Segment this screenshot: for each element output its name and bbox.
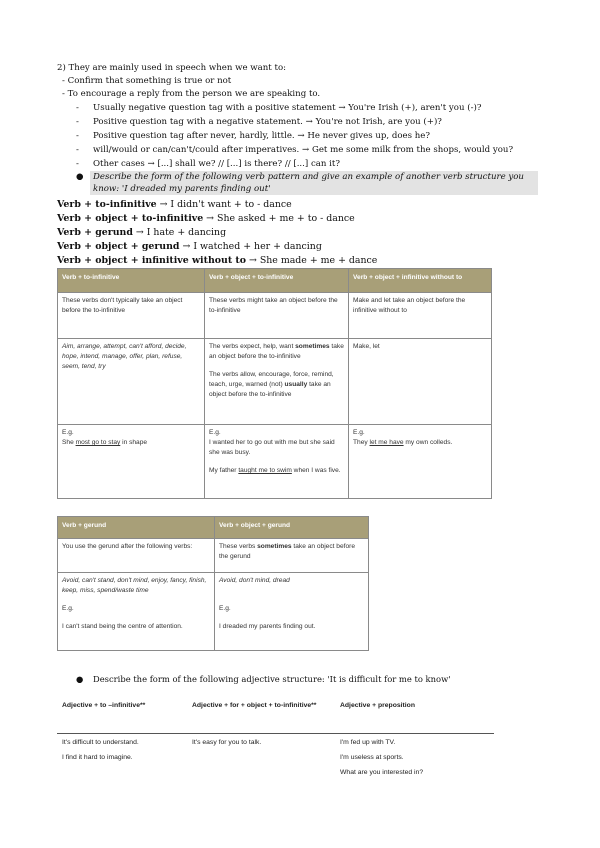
table-cell: The verbs expect, help, want sometimes take an object before the to-infinitive The verbs allow, encourage, force, remind, teach, urge, warned (not) usually take an object before the to-infinitive [205,339,349,425]
bullet-icon: ● [76,674,84,684]
pattern-line: Verb + object + to-infinitive → She asked + me + to - dance [57,213,355,224]
table-cell: You use the gerund after the following verbs: [58,539,215,573]
pattern-line: Verb + gerund → I hate + dancing [57,227,227,238]
task-line-1: Describe the form of the following verb pattern and give an example of another verb structure you [93,172,524,182]
adjective-example: It's difficult to understand. [62,739,139,746]
table-header: Verb + to-infinitive [58,269,205,293]
adjective-header: Adjective + preposition [340,702,415,709]
table-cell: These verbs sometimes take an object before the gerund [215,539,369,573]
purpose-item-confirm: - Confirm that something is true or not [62,76,232,86]
section-heading: 2) They are mainly used in speech when we want to: [57,63,287,73]
divider [57,733,494,734]
adjective-example: It's easy for you to talk. [192,739,262,746]
table-header: Verb + gerund [58,517,215,539]
adjective-example: What are you interested in? [340,769,424,776]
adjective-header: Adjective + for + object + to-infinitive** [192,702,317,709]
tag-rule-5: Other cases → [...] shall we? // [...] is there? // [...] can it? [93,159,340,169]
pattern-line: Verb + to-infinitive → I didn't want + to - dance [57,199,292,210]
purpose-item-encourage: - To encourage a reply from the person we are speaking to. [62,89,321,99]
adjective-header: Adjective + to –infinitive** [62,702,146,709]
adjective-task: Describe the form of the following adjective structure: 'It is difficult for me to know' [93,674,451,684]
tag-rule-2: Positive question tag with a negative statement. → You're not Irish, are you (+)? [93,117,442,127]
table-cell: E.g. She most go to stay in shape [58,425,205,499]
tag-rule-1: Usually negative question tag with a positive statement → You're Irish (+), aren't you (-)? [93,103,482,113]
pattern-line: Verb + object + infinitive without to → She made + me + dance [57,255,378,266]
table-cell: Aim, arrange, attempt, can't afford, decide, hope, intend, manage, offer, plan, refuse, seem, tend, try [58,339,205,425]
table-cell: These verbs might take an object before the to-infinitive [205,293,349,339]
dash: - [76,117,79,127]
table-header: Verb + object + to-infinitive [205,269,349,293]
table-cell: Avoid, can't stand, don't mind, enjoy, fancy, finish, keep, miss, spend/waste time E.g. I can't stand being the centre of attention. [58,573,215,651]
bullet-icon: ● [76,172,84,182]
dash: - [76,131,79,141]
table-cell: Make and let take an object before the infinitive without to [349,293,492,339]
dash: - [76,103,79,113]
pattern-line: Verb + object + gerund → I watched + her + dancing [57,241,322,252]
tag-rule-3: Positive question tag after never, hardly, little. → He never gives up, does he? [93,131,430,141]
table-cell: Avoid, don't mind, dread E.g. I dreaded my parents finding out. [215,573,369,651]
dash: - [76,159,79,169]
table-cell: Make, let [349,339,492,425]
table-cell: E.g. They let me have my own colleds. [349,425,492,499]
tag-rule-4: will/would or can/can't/could after imperatives. → Get me some milk from the shops, would you? [93,145,514,155]
table-cell: E.g. I wanted her to go out with me but she said she was busy. My father taught me to swim when I was five. [205,425,349,499]
dash: - [76,145,79,155]
adjective-example: I'm fed up with TV. [340,739,396,746]
table-header: Verb + object + infinitive without to [349,269,492,293]
gerund-table [57,516,369,651]
task-line-2: know: 'I dreaded my parents finding out' [93,184,271,194]
adjective-example: I find it hard to imagine. [62,754,133,761]
table-cell: These verbs don't typically take an object before the to-infinitive [58,293,205,339]
verb-patterns-table [57,268,492,499]
adjective-example: I'm useless at sports. [340,754,404,761]
table-header: Verb + object + gerund [215,517,369,539]
